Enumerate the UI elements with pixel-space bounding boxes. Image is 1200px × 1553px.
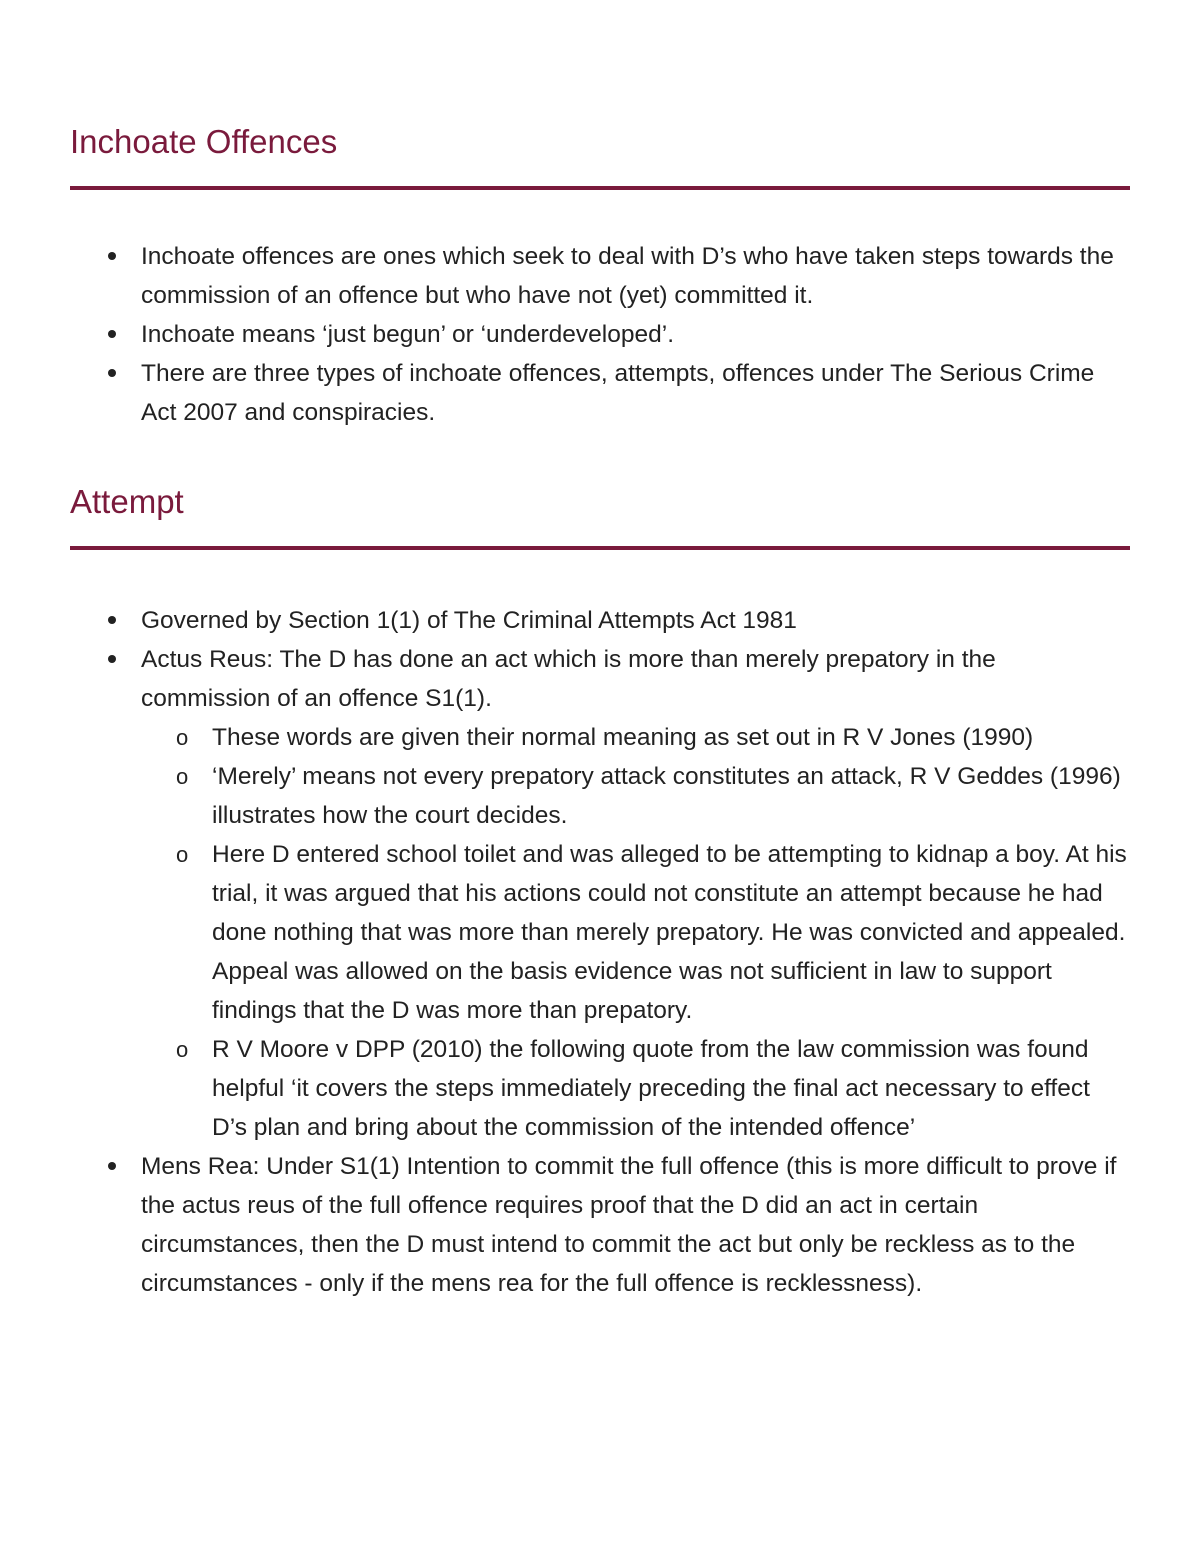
bullet-item: Inchoate offences are ones which seek to deal with D’s who have taken steps towards the commission of an offence but who have not (yet) committed it. xyxy=(70,237,1130,315)
sub-item-text: ‘Merely’ means not every prepatory attack constitutes an attack, R V Geddes (1996) illustrates how the court decides. xyxy=(212,763,1121,829)
sub-list-item xyxy=(141,1030,1130,1147)
bullet-list xyxy=(70,237,1130,432)
sub-list xyxy=(141,718,1130,1147)
sub-bullet-marker: o xyxy=(176,764,189,789)
sub-item-text: These words are given their normal meaning as set out in R V Jones (1990) xyxy=(212,724,1034,751)
sub-item-text: Here D entered school toilet and was alleged to be attempting to kidnap a boy. At his trial, it was argued that his actions could not constitute an attempt because he had done nothing that was more than merely prepatory. He was convicted and appealed. Appeal was allowed on the basis evidence was not sufficient in law to support findings that the D was more than prepatory. xyxy=(212,841,1127,1024)
bullet-item: Inchoate means ‘just begun’ or ‘underdeveloped’. xyxy=(70,315,1130,354)
section-inchoate-offences xyxy=(70,122,1130,432)
bullet-item: Governed by Section 1(1) of The Criminal Attempts Act 1981 xyxy=(70,601,1130,640)
bullet-item: Mens Rea: Under S1(1) Intention to commit the full offence (this is more difficult to prove if the actus reus of the full offence requires proof that the D did an act in certain circumstances, then the D must intend to commit the act but only be reckless as to the circumstances - only if the mens rea for the full offence is recklessness). xyxy=(70,1147,1130,1303)
sub-list-item xyxy=(141,718,1130,757)
section-heading: Inchoate Offences xyxy=(70,123,338,160)
sub-item-text: R V Moore v DPP (2010) the following quote from the law commission was found helpful ‘it covers the steps immediately preceding the final act necessary to effect D’s plan and bring about the commission of the intended offence’ xyxy=(212,1036,1090,1141)
sub-list-item xyxy=(141,757,1130,835)
heading-rule xyxy=(70,186,1130,190)
bullet-item-with-sublist xyxy=(70,640,1130,1147)
bullet-text: Actus Reus: The D has done an act which is more than merely prepatory in the commission of an offence S1(1). xyxy=(141,646,996,712)
sub-list-item xyxy=(141,835,1130,1030)
sub-bullet-marker: o xyxy=(176,1037,189,1062)
bullet-item: There are three types of inchoate offences, attempts, offences under The Serious Crime Act 2007 and conspiracies. xyxy=(70,354,1130,432)
section-heading: Attempt xyxy=(70,483,184,520)
section-attempt xyxy=(70,482,1130,1303)
heading-rule xyxy=(70,546,1130,550)
sub-bullet-marker: o xyxy=(176,725,189,750)
bullet-list xyxy=(70,601,1130,1303)
sub-bullet-marker: o xyxy=(176,842,189,867)
